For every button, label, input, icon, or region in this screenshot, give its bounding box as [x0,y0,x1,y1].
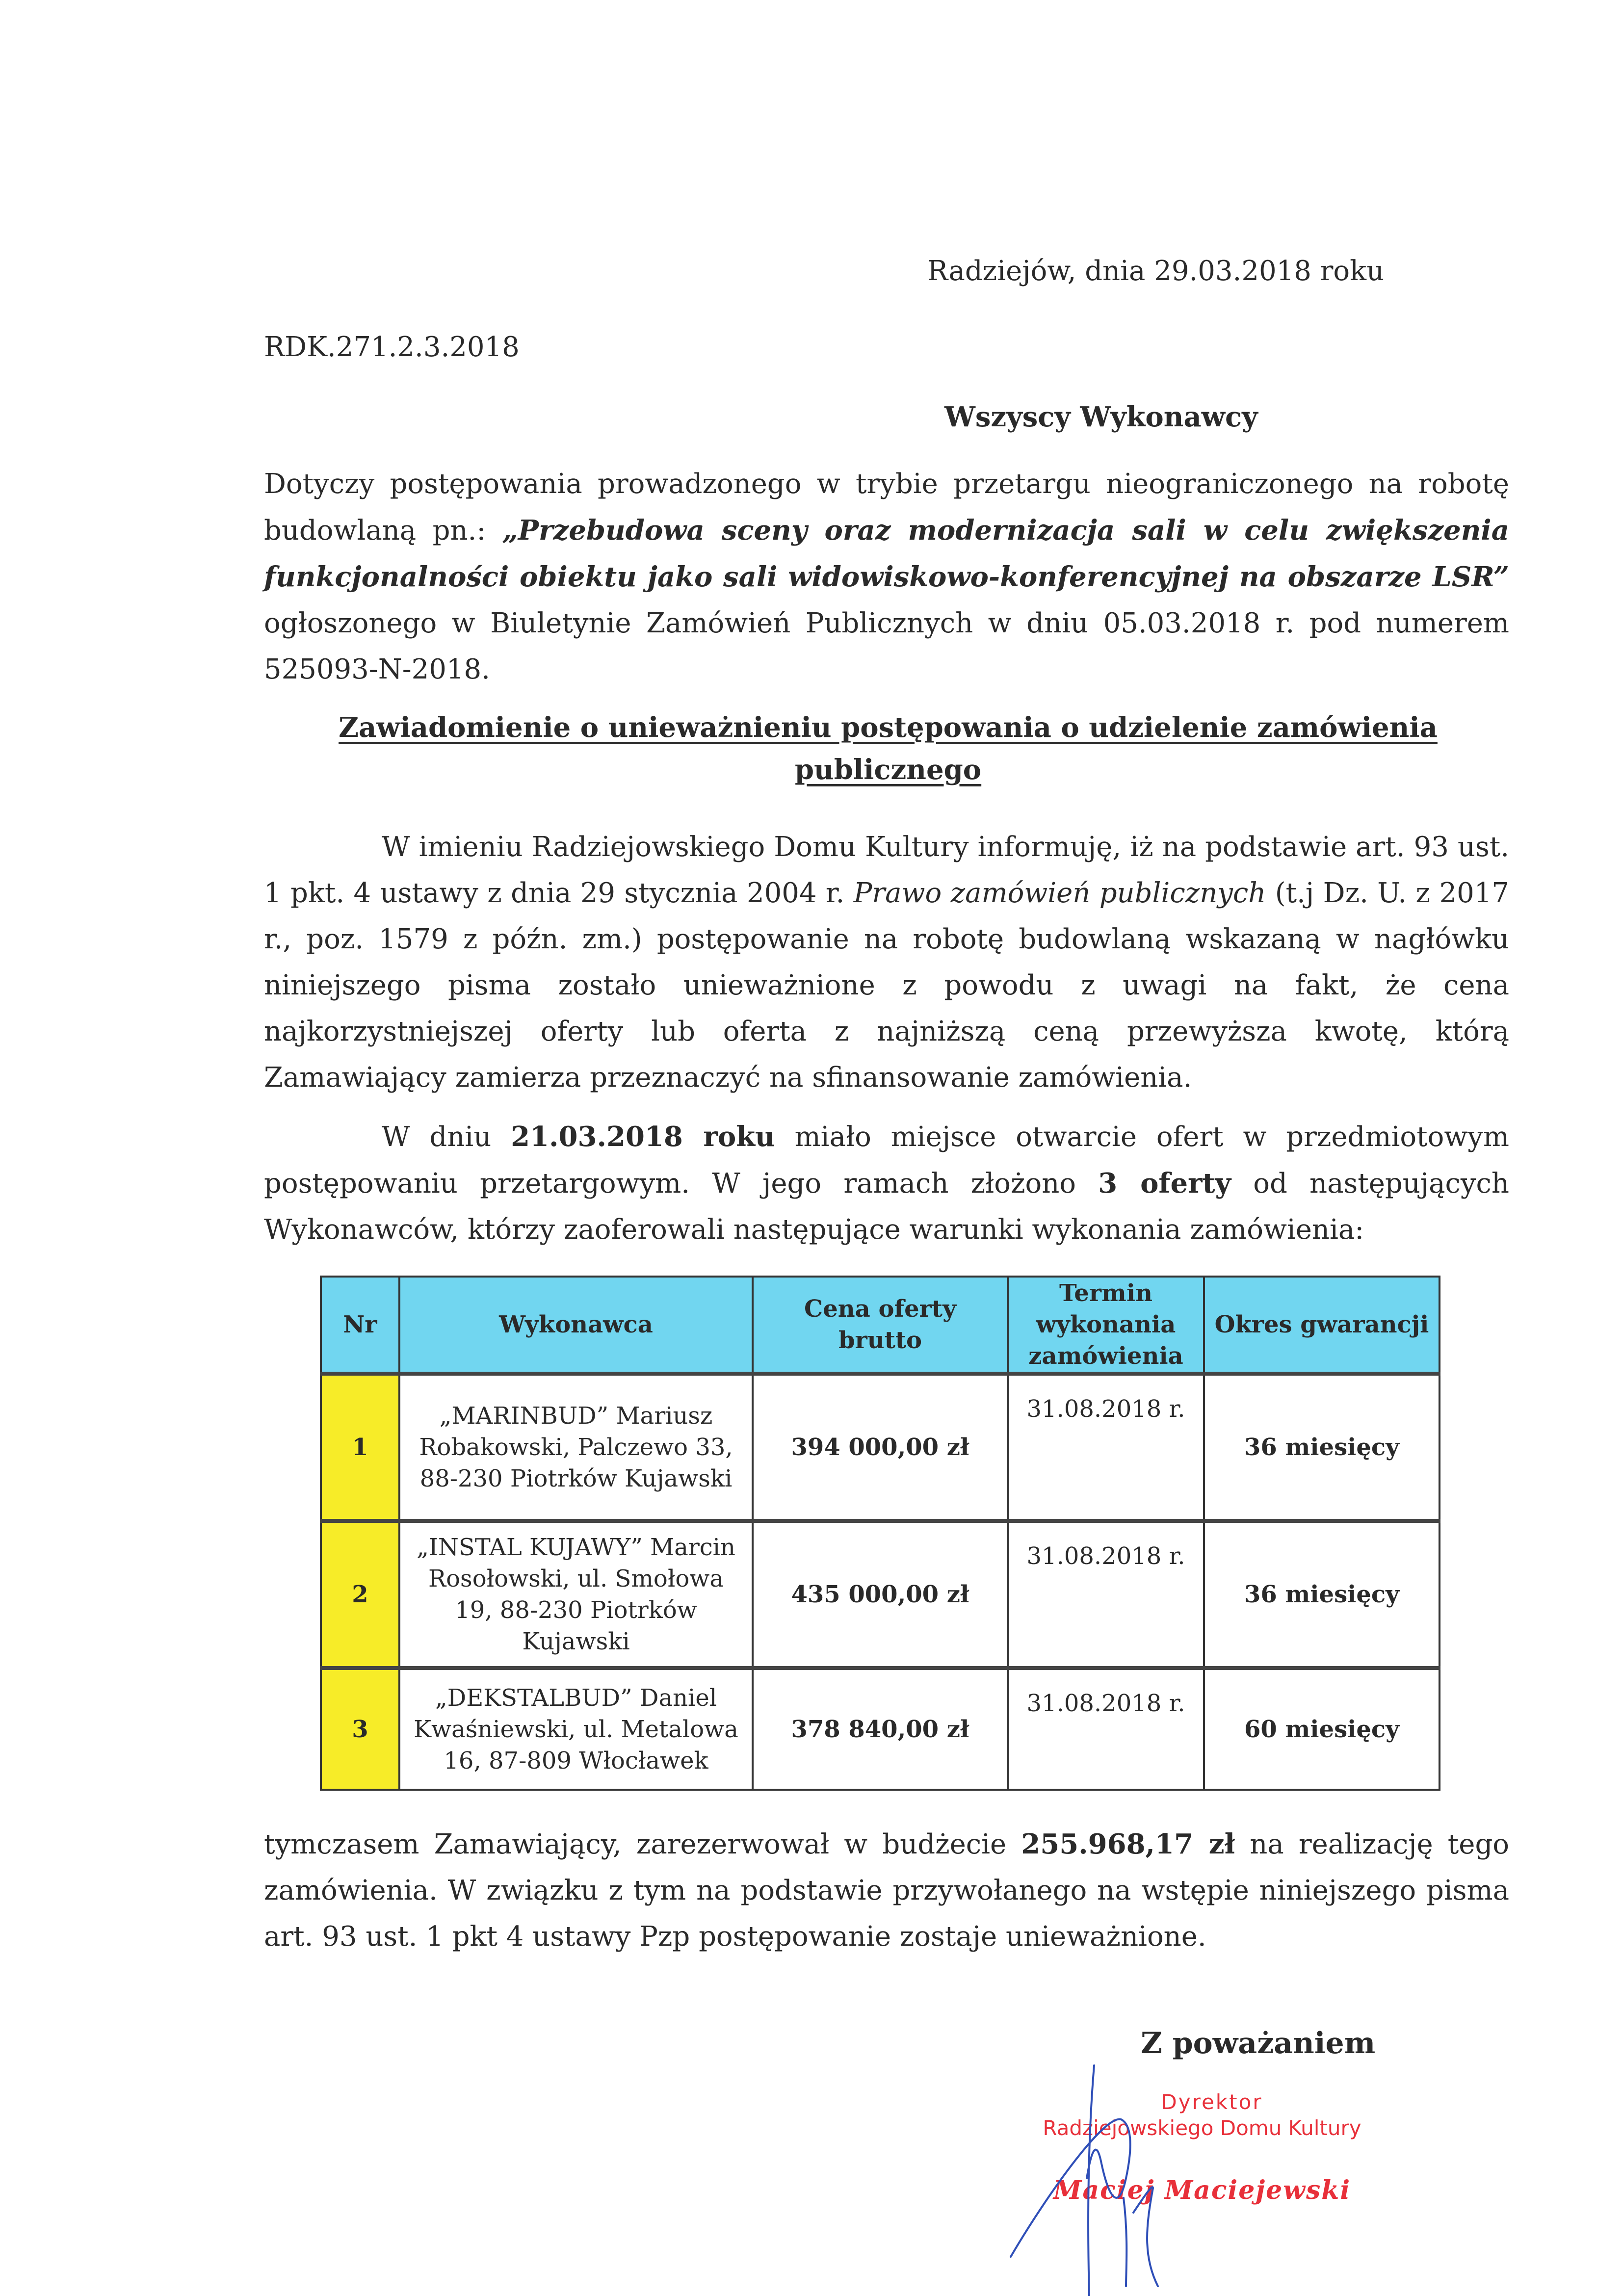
table-header-row [321,1277,1440,1374]
notice-title: Zawiadomienie o unieważnieniu postępowania o udzielenie zamówienia publicznego [339,711,1438,786]
info-part1: W imieniu Radziejowskiego Domu Kultury informuję, iż na podstawie art. 93 ust. 1 pkt. 4 ustawy z dnia 29 stycznia 2004 r. [264,831,1509,909]
table-row [321,1521,1440,1668]
row-warranty: 36 miesięcy [1204,1374,1440,1521]
subject-outro: ogłoszonego w Biuletynie Zamówień Publicznych w dniu 05.03.2018 r. pod numerem 525093-N-2018. [264,607,1509,685]
recipient: Wszyscy Wykonawcy [944,401,1258,433]
opening-part3: od następujących Wykonawców, którzy zaoferowali następujące warunki wykonania zamówienia: [264,1168,1509,1246]
row-price: 394 000,00 zł [753,1374,1008,1521]
budget-part1: tymczasem Zamawiający, zarezerwował w budżecie [264,1828,1021,1860]
opening-paragraph [264,1114,1509,1253]
row-nr: 1 [321,1374,399,1521]
row-contractor: „INSTAL KUJAWY” Marcin Rosołowski, ul. Smołowa 19, 88-230 Piotrków Kujawski [399,1521,753,1668]
budget-amount: 255.968,17 zł [1021,1828,1235,1860]
row-contractor: „DEKSTALBUD” Daniel Kwaśniewski, ul. Metalowa 16, 87-809 Włocławek [399,1668,753,1790]
signature-stroke [1011,2065,1158,2296]
offer-count: 3 oferty [1098,1167,1231,1200]
handwritten-signature [1006,2051,1202,2296]
stamp-title: Dyrektor [1161,2090,1263,2114]
offers-table [320,1276,1440,1791]
opening-part2: miało miejsce otwarcie ofert w przedmiotowym postępowaniu przetargowym. W jego ramach złożono [264,1121,1509,1200]
subject-intro: Dotyczy postępowania prowadzonego w trybie przetargu nieograniczonego na robotę budowlaną pn.: [264,468,1509,547]
budget-paragraph [264,1821,1509,1960]
row-nr: 2 [321,1521,399,1668]
info-paragraph [264,824,1509,1101]
header-deadline: Termin wykonania zamówienia [1008,1277,1204,1374]
row-contractor: „MARINBUD” Mariusz Robakowski, Palczewo 33, 88-230 Piotrków Kujawski [399,1374,753,1521]
row-deadline: 31.08.2018 r. [1008,1521,1204,1668]
info-part2: (t.j Dz. U. z 2017 r., poz. 1579 z późn. zm.) postępowanie na robotę budowlaną wskazaną w nagłówku niniejszego pisma zostało unieważnione z powodu z uwagi na fakt, że cena najkorzystniejszej oferty lub oferta z najniższą ceną przewyższa kwotę, którą Zamawiający zamierza przeznaczyć na sfinansowanie zamówienia. [264,877,1509,1094]
project-title: „Przebudowa sceny oraz modernizacja sali w celu zwiększenia funkcjonalności obiektu jako sali widowiskowo-konferencyjnej na obszarze LSR” [264,514,1509,593]
place-date: Radziejów, dnia 29.03.2018 roku [927,255,1385,287]
table-row [321,1374,1440,1521]
closing-salutation: Z poważaniem [1141,2026,1376,2061]
row-warranty: 60 miesięcy [1204,1668,1440,1790]
header-contractor: Wykonawca [399,1277,753,1374]
row-price: 378 840,00 zł [753,1668,1008,1790]
header-price: Cena oferty brutto [753,1277,1008,1374]
stamp-name: Maciej Maciejewski [1053,2175,1351,2205]
row-warranty: 36 miesięcy [1204,1521,1440,1668]
row-deadline: 31.08.2018 r. [1008,1668,1204,1790]
header-nr: Nr [321,1277,399,1374]
stamp-organization: Radziejowskiego Domu Kultury [1043,2116,1361,2140]
row-nr: 3 [321,1668,399,1790]
opening-date: 21.03.2018 roku [511,1121,775,1153]
opening-part1: W dniu [382,1121,511,1153]
table-row [321,1668,1440,1790]
reference-number: RDK.271.2.3.2018 [264,331,520,363]
law-title: Prawo zamówień publicznych [853,877,1266,909]
header-warranty: Okres gwarancji [1204,1277,1440,1374]
row-deadline: 31.08.2018 r. [1008,1374,1204,1521]
row-price: 435 000,00 zł [753,1521,1008,1668]
subject-paragraph [264,461,1509,693]
budget-part2: na realizację tego zamówienia. W związku z tym na podstawie przywołanego na wstępie niniejszego pisma art. 93 ust. 1 pkt 4 ustawy Pzp postępowanie zostaje unieważnione. [264,1828,1510,1953]
